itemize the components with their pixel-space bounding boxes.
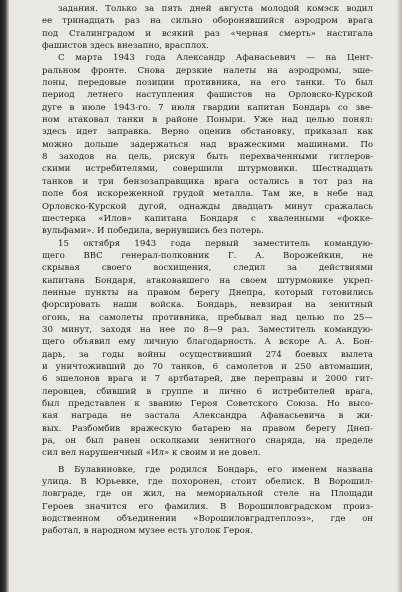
text-line: ее тринадцать раз на сильно оборонявшийся аэродром врага xyxy=(42,16,373,27)
text-line: вульфами». И победила, вернувшись без потерь. xyxy=(42,226,264,237)
text-line: фашистов здесь внезапно, врасплох. xyxy=(42,41,209,52)
text-line: 8 заходов на цель, рискуя быть перехваченными гитлеров- xyxy=(42,152,373,163)
text-line: щего объявил ему личную благодарность. А вскоре А. А. Бон- xyxy=(42,337,373,348)
text-line: капитана Бондаря, атаковавшего на своем штурмовике укреп- xyxy=(42,275,373,286)
text-line: леровцев, сбивший в группе и лично 6 истребителей врага, xyxy=(42,386,373,397)
text-line: С марта 1943 года Александр Афанасьевич — на Цент- xyxy=(58,53,373,64)
book-page-text xyxy=(42,3,373,538)
text-line: скрывая своего восхищения, следил за действиями xyxy=(42,263,373,274)
text-line: под Сталинградом и всякий раз «черная смерть» настигала xyxy=(42,28,373,39)
text-line: дарь, за годы войны осуществивший 274 боевых вылета xyxy=(42,349,373,360)
text-line: Героев значится его фамилия. В Ворошиловградском произ- xyxy=(42,501,373,512)
text-line: ловграде, где он жил, на мемориальной стеле на Площади xyxy=(42,489,373,500)
text-line: водственном объединении «Ворошиловградтеплоэз», где он xyxy=(42,514,373,525)
text-line: ном атаковал танки в районе Поныри. Уже над целью понял: xyxy=(42,115,373,126)
text-line: можно дольше задержаться над вражескими машинами. По xyxy=(42,139,373,150)
text-line: лоны, передовые позиции противника, на его танки. То был xyxy=(42,78,373,89)
text-line: 15 октября 1943 года первый заместитель командую- xyxy=(58,238,373,249)
text-line: поле боя искореженной грудой металла. Там же, в небе над xyxy=(42,189,373,200)
text-line: ра, он был ранен осколками зенитного снаряда, на пределе xyxy=(42,436,373,447)
paragraph xyxy=(42,464,373,538)
text-line: период летнего наступления фашистов на Орловско-Курской xyxy=(42,90,373,101)
text-line: ленные пункты на правом берегу Днепра, который готовились xyxy=(42,287,373,298)
paragraph xyxy=(42,238,373,460)
text-line: В Булавиновке, где родился Бондарь, его именем названа xyxy=(58,464,373,475)
paragraph xyxy=(42,52,373,237)
scan-shadow-right xyxy=(396,0,402,592)
scan-shadow-left xyxy=(0,0,9,592)
text-line: 30 минут, заходя на нее по 8—9 раз. Заместитель командую- xyxy=(42,324,373,335)
text-line: и уничтоживший до 70 танков, 6 самолетов и 250 автомашин, xyxy=(42,361,373,372)
paragraph xyxy=(42,3,373,52)
text-line: работал, в народном музее есть уголок Героя. xyxy=(42,526,253,537)
text-line: Орловско-Курской дугой, однажды двадцать минут сражалась xyxy=(42,201,373,212)
text-line: был представлен к званию Героя Советского Союза. Но высо- xyxy=(42,399,373,409)
text-line: дуге в июле 1943-го. 7 июля гвардии капитан Бондарь со зве- xyxy=(42,102,373,113)
text-line: шестерка «Илов» капитана Бондаря с хваленными «фокке- xyxy=(42,213,373,224)
text-line: вых. Разбомбив вражескую батарею на правом берегу Днеп- xyxy=(42,423,373,434)
text-line: 6 эшелонов врага и 7 артбатарей, две переправы и 2000 гит- xyxy=(42,374,373,385)
text-line: форсировать наши войска. Бондарь, невзирая на зенитный xyxy=(42,300,373,311)
text-line: улица. В Юрьевке, где похоронен, стоит обелиск. В Ворошил- xyxy=(42,477,373,488)
text-line: скими истребителями, совершили штурмовики. Шестнадцать xyxy=(42,164,373,175)
text-line: танков и три бензозаправщика врага остались в тот раз на xyxy=(42,176,373,187)
text-line: кая награда не застала Александра Афанасьевича в жи- xyxy=(42,411,373,422)
text-line: сил вел нарушенчный «Ил» к своим и не довел. xyxy=(42,448,261,459)
text-line: здесь идет заправка. Верно оценив обстановку, приказал как xyxy=(42,127,373,138)
text-line: щего ВВС генерал-полковник Г. А. Ворожейкин, не xyxy=(42,250,373,261)
text-line: ральном фронте. Снова дерзкие налеты на аэродромы, эше- xyxy=(42,65,373,76)
text-line: огонь, на самолеты противника, пребывал над целью по 25— xyxy=(42,312,373,323)
text-line: задания. Только за пять дней августа молодой комэск водил xyxy=(58,4,373,14)
